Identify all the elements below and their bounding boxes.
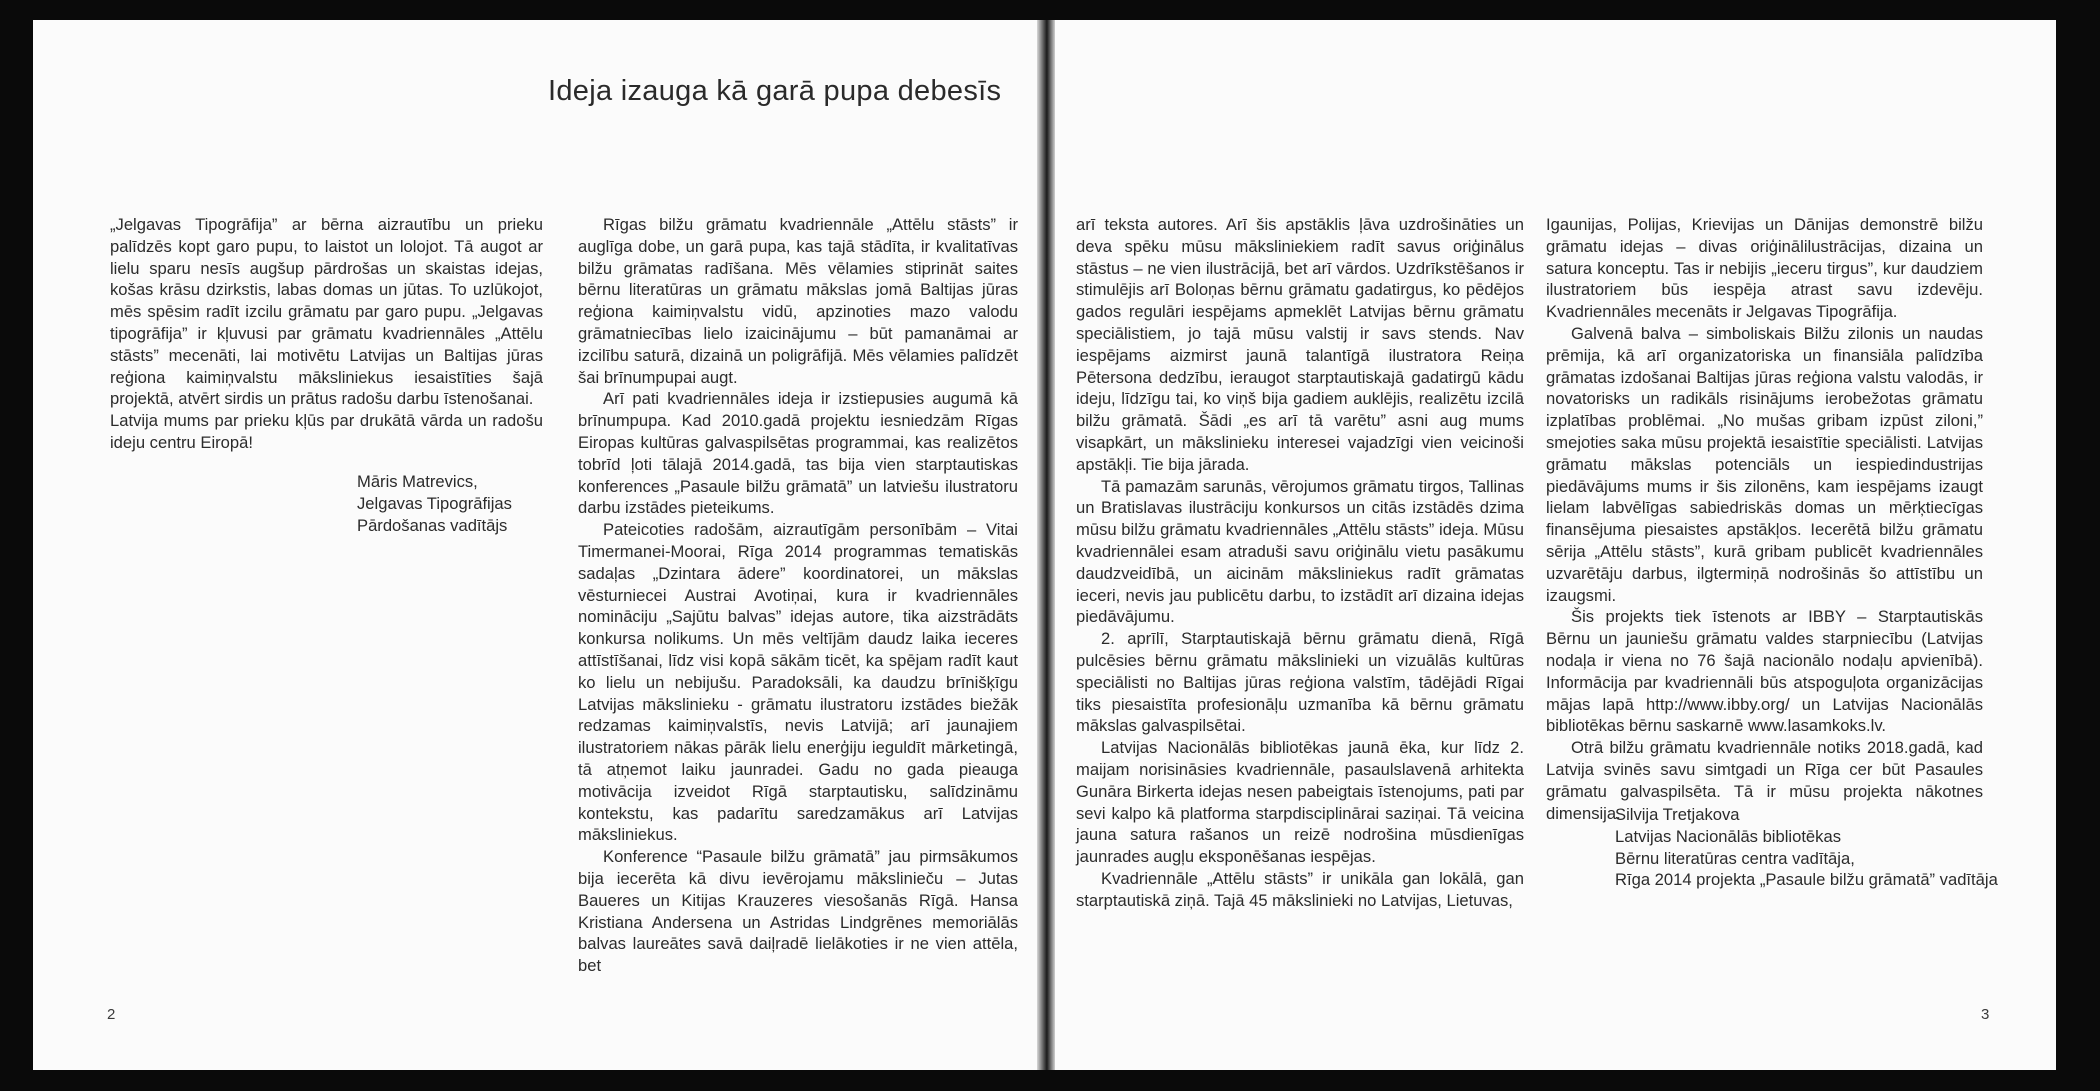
paragraph: 2. aprīlī, Starptautiskajā bērnu grāmatu dienā, Rīgā pulcēsies bērnu grāmatu mākslinieki un vizuālās kultūras speciālisti no Baltijas jūras reģiona valstīm, tādējādi Rīgai tiks piesaistīta profesionāļu uzmanība kā bērnu grāmatu mākslas galvaspilsētai. bbox=[1076, 629, 1524, 736]
signature-line: Pārdošanas vadītājs bbox=[357, 515, 508, 535]
paragraph: Pateicoties radošām, aizrautīgām personībām – Vitai Timermanei-Moorai, Rīga 2014 programmas tematiskās sadaļas „Dzintara ādere” koordinatorei, un mākslas vēsturniecei Austrai Avotiņai, kura ir kvadriennāles nomināciju „Sajūtu balvas” idejas autore, tika aizstrādāts konkursa nolikums. Un mēs veltījām daudz laika ieceres attīstīšanai, līdz visi kopā sākām ticēt, ka spējam radīt kaut ko lielu un nebijušu. Paradoksāli, ka daudzu brīnišķīgu Latvijas mākslinieku - grāmatu ilustratoru izstādes biežāk redzamas kaimiņvalstīs, nevis Latvijā; arī jaunajiem ilustratoriem nākas pārāk lielu enerģiju ieguldīt mārketingā, tā atņemot laiku jaunradei. Gadu no gada pieauga motivācija izveidot Rīgā starptautisku, salīdzināmu kontekstu, kas padarītu saredzamākus arī Latvijas māksliniekus. bbox=[578, 520, 1018, 845]
text-column-3 bbox=[1076, 214, 1524, 912]
paragraph: Galvenā balva – simboliskais Bilžu zilonis un naudas prēmija, kā arī organizatoriska un finansiāla palīdzība grāmatas izdošanai Baltijas jūras reģiona valstu valodās, ir novatorisks un radikāls risinājums ierobežotas grāmatu izplatības problēmai. „No mušas gribam izpūst ziloni,” smejoties saka mūsu projektā iesaistītie speciālisti. Latvijas grāmatu mākslas potenciāls un iespiedindustrijas piedāvājums mums ir šis zilonēns, kam iespējams izaugt lielam labvēlīgas sabiedriskās domas un mērķtiecīgas finansējuma piesaistes apstākļos. Iecerētā bilžu grāmatu sērija „Attēlu stāsts”, kurā gribam publicēt kvadriennāles uzvarētāju darbus, ilgtermiņā nodrošinās šo attīstību un izaugsmi. bbox=[1546, 323, 1983, 605]
paragraph: „Jelgavas Tipogrāfija” ar bērna aizrautību un prieku palīdzēs kopt garo pupu, to laistot un lolojot. Tā augot ar lielu sparu nesīs augšup pārdrošas un skaistas idejas, košas krāsu dzirkstis, labas domas un jūtas. To uzlūkojot, mēs spēsim radīt izcilu grāmatu par garo pupu. „Jelgavas tipogrāfija” ir kļuvusi par grāmatu kvadriennāles „Attēlu stāsts” mecenāti, lai motivētu Latvijas un Baltijas jūras reģiona kaimiņvalstu māksliniekus iesaistīties šajā projektā, atvērt sirdis un prātus radošu darbu īstenošanai. bbox=[110, 215, 543, 409]
paragraph: Arī pati kvadriennāles ideja ir izstiepusies augumā kā brīnumpupa. Kad 2010.gadā projektu iesniedzām Rīgas Eiropas kultūras galvaspilsētas programmai, kas realizētos tobrīd ļoti tālajā 2014.gadā, tas bija vien starptautiskas konferences „Pasaule bilžu grāmatā” un latviešu ilustratoru darbu izstādes pieteikums. bbox=[578, 389, 1018, 518]
paragraph: Latvijas Nacionālās bibliotēkas jaunā ēka, kur līdz 2. maijam norisināsies kvadriennāle, pasaulslavenā arhitekta Gunāra Birkerta idejas nesen pabeigtais īstenojums, pati par sevi kalpo kā platforma starpdisciplinārai saziņai. Tā veicina jauna satura rašanos un reizē nodrošina mūsdienīgas jaunrades augļu eksponēšanas iespējas. bbox=[1076, 738, 1524, 867]
paragraph: Otrā bilžu grāmatu kvadriennāle notiks 2018.gadā, kad Latvija svinēs savu simtgadi un Rīga cer būt Pasaules grāmatu galvaspilsēta. Tā ir mūsu projekta nākotnes dimensija. bbox=[1546, 738, 1983, 823]
paragraph: Konference “Pasaule bilžu grāmatā” jau pirmsākumos bija iecerēta kā divu ievērojamu mākslinieču – Jutas Baueres un Kitijas Krauzeres viesošanās Rīgā. Hansa Kristiana Andersena un Astridas Lindgrēnes memoriālās balvas laureātes savā daiļradē lielākoties ir ne vien attēla, bet bbox=[578, 847, 1018, 976]
text-column-1 bbox=[110, 214, 543, 454]
paragraph: arī teksta autores. Arī šis apstāklis ļāva uzdrošināties un deva spēku mūsu māksliniekiem radīt savus oriģinālus stāstus – ne vien ilustrācijā, bet arī vārdos. Uzdrīkstēšanos ir stimulējis arī Boloņas bērnu grāmatu gadatirgus, ko pēdējos gados regulāri iespējams apmeklēt Latvijas bērnu grāmatu speciālistiem, jo tajā mūsu valstij ir savs stends. Nav iespējams aizmirst jaunā talantīgā ilustratora Reiņa Pētersona dedzību, ieraugot starptautiskajā gadatirgū kādu ideju, līdzīgu tai, ko viņš bija gadiem auklējis, realizētu izcilā bilžu grāmatā. Šādi „es arī tā varētu” asni aug mums visapkārt, un mākslinieku interesei vajadzīgi vien veicinoši apstākļi. Tie bija jārada. bbox=[1076, 215, 1524, 474]
paragraph: Šis projekts tiek īstenots ar IBBY – Starptautiskās Bērnu un jauniešu grāmatu valdes starpniecību (Latvijas nodaļa ir viena no 76 šajā nacionālo nodaļu apvienībā). Informācija par kvadriennāli būs atspoguļota organizācijas mājas lapā http://www.ibby.org/ un Latvijas Nacionālās bibliotēkas bērnu saskarnē www.lasamkoks.lv. bbox=[1546, 607, 1983, 736]
signature-line: Māris Matrevics, bbox=[357, 472, 478, 491]
page-number-left: 2 bbox=[107, 1006, 116, 1023]
book-spine bbox=[1037, 20, 1055, 1070]
paragraph: Igaunijas, Polijas, Krievijas un Dānijas demonstrē bilžu grāmatu idejas – divas oriģinālilustrācijas, dizaina un satura konceptu. Tas ir nebijis „ieceru tirgus”, kur daudziem ilustratoriem būs iespēja atrast savu izdevēju. Kvadriennāles mecenāts ir Jelgavas Tipogrāfija. bbox=[1546, 215, 1983, 322]
signature-block-1 bbox=[357, 471, 512, 536]
text-column-2 bbox=[578, 214, 1018, 977]
paragraph: Kvadriennāle „Attēlu stāsts” ir unikāla gan lokālā, gan starptautiskā ziņā. Tajā 45 mākslinieki no Latvijas, Lietuvas, bbox=[1076, 868, 1524, 910]
text-column-4 bbox=[1546, 214, 1983, 824]
signature-line: Rīga 2014 projekta „Pasaule bilžu grāmatā” vadītāja bbox=[1615, 870, 1998, 890]
signature-block-2 bbox=[1615, 804, 1998, 891]
paragraph: Latvija mums par prieku kļūs par drukātā vārda un radošu ideju centru Eiropā! bbox=[110, 411, 543, 452]
page-number-right: 3 bbox=[1981, 1006, 1990, 1023]
page-title: Ideja izauga kā garā pupa debesīs bbox=[548, 75, 1002, 108]
paragraph: Tā pamazām sarunās, vērojumos grāmatu tirgos, Tallinas un Bratislavas ilustrāciju konkursos un citās izstādēs dzima mūsu bilžu grāmatu kvadriennāles „Attēlu stāsts” ideja. Mūsu kvadriennālei esam atraduši savu oriģinālu vietu pasākumu daudzveidībā, un aicinām māksliniekus radīt grāmatas ieceri, nevis jau publicētu darbu, to izstādīt arī dizaina idejas piedāvājumu. bbox=[1076, 476, 1524, 627]
paragraph: Rīgas bilžu grāmatu kvadriennāle „Attēlu stāsts” ir auglīga dobe, un garā pupa, kas tajā stādīta, ir kvalitatīvas bilžu grāmatas radīšana. Mēs vēlamies stiprināt saites bērnu literatūras un grāmatu mākslas jomā Baltijas jūras reģiona kaimiņvalstu vidū, apzinoties mazo valodu grāmatniecības lielo izaicinājumu – būt pamanāmai ar izcilību saturā, dizainā un poligrāfijā. Mēs vēlamies palīdzēt šai brīnumpupai augt. bbox=[578, 215, 1018, 387]
signature-line: Latvijas Nacionālās bibliotēkas bbox=[1615, 826, 1841, 846]
signature-line: Bērnu literatūras centra vadītāja, bbox=[1615, 848, 1855, 868]
signature-line: Jelgavas Tipogrāfijas bbox=[357, 493, 512, 513]
signature-line: Silvija Tretjakova bbox=[1615, 805, 1740, 824]
